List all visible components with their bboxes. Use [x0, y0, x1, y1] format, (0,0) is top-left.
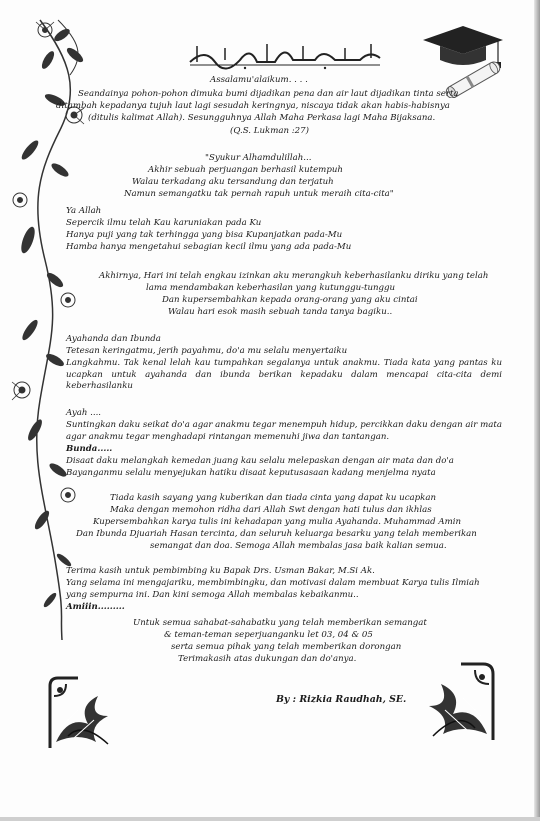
sahabat-line-3: serta semua pihak yang telah memberikan dorongan — [171, 642, 402, 652]
syukur-line-3: Walau terkadang aku tersandung dan terjatuh — [132, 177, 334, 187]
floral-vine-icon — [0, 0, 90, 640]
tiada-line-5: semangat dan doa. Semoga Allah membalas jasa baik kalian semua. — [150, 541, 447, 551]
quran-line-2: ditambah kepadanya tujuh laut lagi sesudah keringnya, niscaya tidak akan habis-habisnya — [56, 101, 450, 111]
graduation-cap-icon — [418, 18, 508, 98]
ayah-paragraph: Suntingkan daku seikat do'a agar anakmu tegar menempuh hidup, percikkan daku dengan air mata agar anakmu tegar menghadapi rintangan memenuhi jiwa dan tantangan. — [66, 420, 502, 442]
terima-kasih-line-3: yang sempurna ini. Dan kini semoga Allah membalas kebaikanmu.. — [66, 590, 359, 600]
akhirnya-line-2: lama mendambakan keberhasilan yang kutunggu-tunggu — [146, 283, 396, 293]
tiada-line-1: Tiada kasih sayang yang kuberikan dan tiada cinta yang dapat ku ucapkan — [110, 493, 436, 503]
signature: By : Rizkia Raudhah, SE. — [276, 694, 407, 705]
akhirnya-line-3: Dan kupersembahkan kepada orang-orang yang aku cintai — [162, 295, 418, 305]
page-edge-shadow — [534, 0, 540, 821]
quran-reference: (Q.S. Lukman :27) — [230, 126, 309, 136]
ayahanda-paragraph: Langkahmu. Tak kenal lelah kau tumpahkan segalanya untuk anakmu. Tiada kata yang pantas ku ucapkan untuk ayahanda dan ibunda berikan kepadaku dalam mencapai cita-cita demi keberhasilanku — [66, 358, 502, 392]
ya-allah-title: Ya Allah — [66, 206, 102, 216]
page-edge-bottom — [0, 817, 540, 821]
bunda-line-1: Disaat daku melangkah kemedan juang kau selalu melepaskan dengan air mata dan do'a — [66, 456, 454, 466]
akhirnya-line-4: Walau hari esok masih sebuah tanda tanya bagiku.. — [168, 307, 393, 317]
syukur-line-1: "Syukur Alhamdulillah... — [205, 153, 312, 163]
sahabat-line-2: & teman-teman seperjuanganku let 03, 04 & 05 — [164, 630, 373, 640]
bunda-title: Bunda..... — [66, 444, 113, 454]
ayahanda-title: Ayahanda dan Ibunda — [66, 334, 161, 344]
ornamental-corner-icon — [48, 676, 122, 750]
akhirnya-line-1: Akhirnya, Hari ini telah engkau izinkan aku merangkuh keberhasilanku diriku yang telah — [99, 271, 489, 281]
ya-allah-line-3: Hamba hanya mengetahui sebagian kecil ilmu yang ada pada-Mu — [66, 242, 352, 252]
syukur-line-2: Akhir sebuah perjuangan berhasil kutempuh — [148, 165, 343, 175]
quran-line-1: Seandainya pohon-pohon dimuka bumi dijadikan pena dan air laut dijadikan tinta serta — [78, 89, 459, 99]
sahabat-line-4: Terimakasih atas dukungan dan do'anya. — [178, 654, 357, 664]
ayahanda-line-1: Tetesan keringatmu, jerih payahmu, do'a mu selalu menyertaiku — [66, 346, 348, 356]
tiada-line-2: Maka dengan memohon ridha dari Allah Swt dengan hati tulus dan ikhlas — [110, 505, 432, 515]
greeting: Assalamu'alaikum. . . . — [210, 75, 308, 85]
sahabat-line-1: Untuk semua sahabat-sahabatku yang telah memberikan semangat — [133, 618, 427, 628]
quran-line-3: (ditulis kalimat Allah). Sesungguhnya Allah Maha Perkasa lagi Maha Bijaksana. — [88, 113, 436, 123]
ya-allah-line-2: Hanya puji yang tak terhingga yang bisa Kupanjatkan pada-Mu — [66, 230, 343, 240]
ya-allah-line-1: Sepercik ilmu telah Kau karuniakan pada Ku — [66, 218, 262, 228]
bismillah-calligraphy — [185, 38, 385, 70]
terima-kasih-line-2: Yang selama ini mengajariku, membimbingku, dan motivasi dalam membuat Karya tulis Ilmiah — [66, 578, 480, 588]
tiada-line-3: Kupersembahkan karya tulis ini kehadapan yang mulia Ayahanda. Muhammad Amin — [93, 517, 462, 527]
syukur-line-4: Namun semangatku tak pernah rapuh untuk meraih cita-cita" — [124, 189, 394, 199]
bunda-line-2: Bayanganmu selalu menyejukan hatiku disaat keputusasaan kadang menjelma nyata — [66, 468, 436, 478]
terima-kasih-line-1: Terima kasih untuk pembimbing ku Bapak Drs. Usman Bakar, M.Si Ak. — [66, 566, 375, 576]
tiada-line-4: Dan Ibunda Djuariah Hasan tercinta, dan seluruh keluarga besarku yang telah memberikan — [76, 529, 477, 539]
ayah-title: Ayah .... — [66, 408, 102, 418]
terima-kasih-amin: Amiiin......... — [66, 602, 125, 612]
ornamental-corner-icon — [415, 662, 495, 742]
